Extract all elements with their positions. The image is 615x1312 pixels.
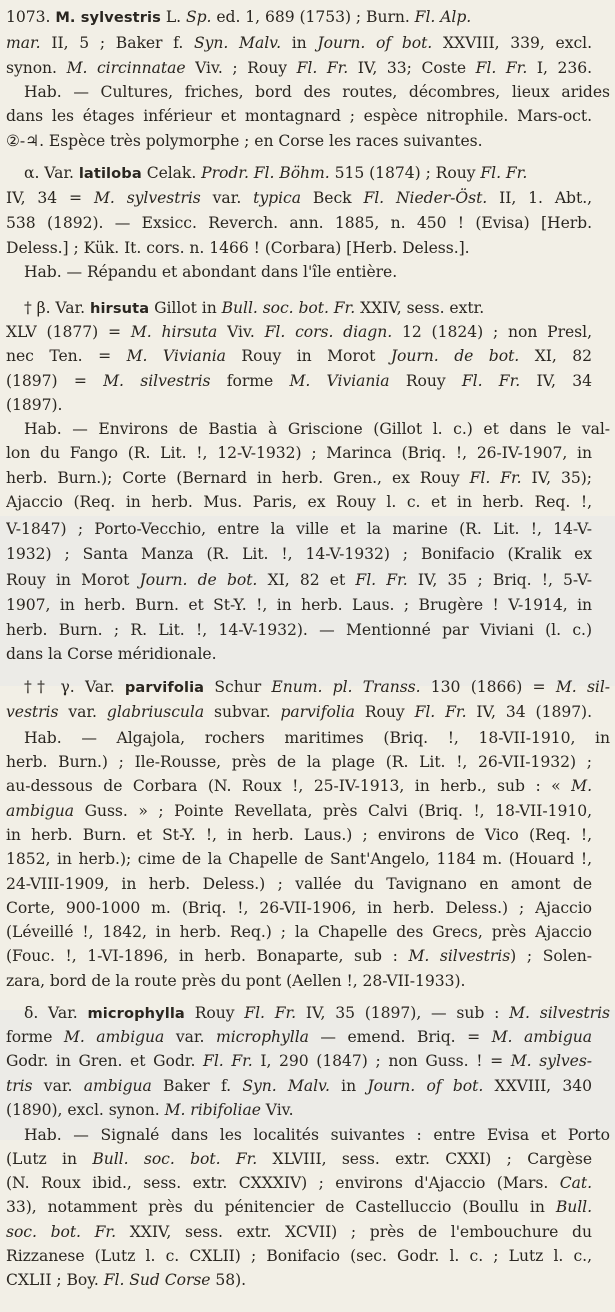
italic-text: ambigua bbox=[6, 802, 75, 820]
text-run: (1890), excl. synon. bbox=[6, 1101, 165, 1119]
text-run: 130 (1866) = bbox=[420, 678, 556, 696]
taxon-name: microphylla bbox=[87, 1005, 185, 1022]
text-line bbox=[6, 643, 592, 665]
text-run: Baker f. bbox=[151, 1077, 243, 1095]
text-line bbox=[6, 824, 592, 846]
text-run: 1073. bbox=[6, 8, 56, 26]
text-line bbox=[6, 1124, 610, 1146]
italic-text: tris bbox=[6, 1077, 33, 1095]
text-run: forme bbox=[210, 372, 290, 390]
taxon-name: M. sylvestris bbox=[55, 9, 161, 26]
italic-text: Fl. Fr. bbox=[203, 1052, 253, 1070]
text-run: Viv. bbox=[217, 323, 265, 341]
text-run: XLV (1877) = bbox=[6, 323, 131, 341]
italic-text: soc. bot. Fr. bbox=[6, 1223, 117, 1241]
text-run: 515 (1874) ; Rouy bbox=[329, 164, 481, 182]
text-run: Guss. » ; Pointe Revellata, près Calvi (Briq. !, 18-VII-1910, bbox=[74, 802, 592, 820]
text-run: Rouy bbox=[184, 1004, 245, 1022]
text-line bbox=[6, 751, 592, 773]
text-run: XXIV, sess. extr. XCVII) ; près de l'embouchure du bbox=[116, 1223, 592, 1241]
text-line bbox=[6, 321, 592, 343]
taxon-name: hirsuta bbox=[89, 300, 150, 317]
text-run: CXLII ; Boy. bbox=[6, 1271, 104, 1289]
text-run: Deless.] ; Kük. It. cors. n. 1466 ! (Corbara) [Herb. Deless.]. bbox=[6, 239, 470, 257]
text-run: in herb. Burn. et St-Y. !, in herb. Laus.) ; environs de Vico (Req. !, bbox=[6, 826, 592, 844]
text-run: forme bbox=[6, 1028, 64, 1046]
text-run: var. bbox=[164, 1028, 216, 1046]
text-run: †† γ. Var. bbox=[24, 678, 125, 696]
text-run: IV, 34 bbox=[520, 372, 592, 390]
text-run: ②-♃. Espèce très polymorphe ; en Corse les races suivantes. bbox=[6, 132, 483, 150]
text-run: (N. Roux ibid., sess. extr. CXXXIV) ; environs d'Ajaccio (Mars. bbox=[6, 1174, 560, 1192]
text-run: XI, 82 bbox=[519, 347, 592, 365]
text-run: Hab. — Algajola, rochers maritimes (Briq. !, 18-VII-1910, in bbox=[24, 729, 610, 747]
text-line bbox=[6, 676, 610, 698]
text-run: Beck bbox=[300, 189, 364, 207]
text-run: XXVIII, 339, excl. bbox=[432, 34, 592, 52]
text-run: (1897) = bbox=[6, 372, 104, 390]
text-run: Hab. — Répandu et abondant dans l'île entière. bbox=[24, 263, 398, 281]
text-line bbox=[6, 394, 592, 416]
text-run: Rizzanese (Lutz l. c. CXLII) ; Bonifacio (sec. Godr. l. c. ; Lutz l. c., bbox=[6, 1247, 592, 1265]
text-run: Viv. ; Rouy bbox=[185, 59, 297, 77]
italic-text: M. ambigua bbox=[491, 1028, 592, 1046]
italic-text: Journ. de bot. bbox=[390, 347, 520, 365]
text-line bbox=[6, 1002, 610, 1024]
text-run: var. bbox=[200, 189, 254, 207]
text-run: δ. Var. bbox=[24, 1004, 88, 1022]
italic-text: M. sylvestris bbox=[93, 189, 201, 207]
italic-text: Fl. cors. diagn. bbox=[264, 323, 393, 341]
text-line bbox=[6, 130, 592, 152]
text-line bbox=[6, 848, 592, 870]
text-line bbox=[6, 970, 592, 992]
text-line bbox=[6, 1221, 592, 1243]
italic-text: M. ambigua bbox=[63, 1028, 165, 1046]
italic-text: Syn. Malv. bbox=[194, 34, 281, 52]
text-line bbox=[6, 6, 592, 28]
text-line bbox=[6, 162, 610, 184]
text-run: 1907, in herb. Burn. et St-Y. !, in herb. Laus. ; Brugère ! V-1914, in bbox=[6, 596, 592, 614]
text-run: dans les étages inférieur et montagnard ; espèce nitrophile. Mars-oct. bbox=[6, 107, 592, 125]
text-line bbox=[6, 345, 592, 367]
italic-text: Fl. Nieder-Öst. bbox=[363, 189, 488, 207]
text-run: ed. 1, 689 (1753) ; Burn. bbox=[211, 8, 415, 26]
text-line bbox=[6, 1099, 592, 1121]
italic-text: Journ. of bot. bbox=[317, 34, 433, 52]
italic-text: M. circinnatae bbox=[66, 59, 186, 77]
text-run: Corte, 900-1000 m. (Briq. !, 26-VII-1906, in herb. Deless.) ; Ajaccio bbox=[6, 899, 592, 917]
italic-text: M. ribifoliae bbox=[164, 1101, 261, 1119]
italic-text: M. hirsuta bbox=[130, 323, 218, 341]
italic-text: M. silvestris bbox=[408, 947, 511, 965]
text-run: Hab. — Signalé dans les localités suivantes : entre Evisa et Porto bbox=[24, 1126, 610, 1144]
text-run: V-1847) ; Porto-Vecchio, entre la ville et la marine (R. Lit. !, 14-V- bbox=[6, 520, 592, 538]
italic-text: parvifolia bbox=[280, 703, 355, 721]
text-run: subvar. bbox=[204, 703, 281, 721]
text-run: IV, 35); bbox=[521, 469, 592, 487]
text-run: herb. Burn.); Corte (Bernard in herb. Gren., ex Rouy bbox=[6, 469, 470, 487]
text-line bbox=[6, 1245, 592, 1267]
text-line bbox=[6, 237, 592, 259]
italic-text: Cat. bbox=[559, 1174, 592, 1192]
text-line bbox=[6, 370, 592, 392]
text-run: synon. bbox=[6, 59, 67, 77]
text-line bbox=[6, 1075, 592, 1097]
text-run: Godr. in Gren. et Godr. bbox=[6, 1052, 204, 1070]
italic-text: Bull. soc. bot. Fr. bbox=[92, 1150, 258, 1168]
italic-text: Prodr. Fl. Böhm. bbox=[201, 164, 330, 182]
text-run: zara, bord de la route près du pont (Aellen !, 28-VII-1933). bbox=[6, 972, 466, 990]
text-run: † β. Var. bbox=[24, 299, 90, 317]
italic-text: M. silvestris bbox=[509, 1004, 610, 1022]
text-line bbox=[6, 261, 610, 283]
italic-text: Syn. Malv. bbox=[242, 1077, 330, 1095]
text-run: XI, 82 et bbox=[257, 571, 356, 589]
text-run: Schur bbox=[204, 678, 272, 696]
text-run: in bbox=[280, 34, 318, 52]
text-run: var. bbox=[32, 1077, 84, 1095]
text-line bbox=[6, 187, 592, 209]
italic-text: M. sil- bbox=[555, 678, 610, 696]
italic-text: M. bbox=[571, 777, 592, 795]
text-line bbox=[6, 921, 592, 943]
text-line bbox=[6, 727, 610, 749]
text-run: (Lutz in bbox=[6, 1150, 93, 1168]
text-line bbox=[6, 1172, 592, 1194]
text-run: in bbox=[329, 1077, 368, 1095]
text-run: Rouy in Morot bbox=[6, 571, 140, 589]
text-line bbox=[6, 81, 610, 103]
text-run: II, 1. Abt., bbox=[487, 189, 592, 207]
text-line bbox=[6, 569, 592, 591]
text-run: Ajaccio (Req. in herb. Mus. Paris, ex Rouy l. c. et in herb. Req. !, bbox=[6, 493, 592, 511]
text-line bbox=[6, 1050, 592, 1072]
italic-text: Fl. Fr. bbox=[469, 469, 522, 487]
text-run: IV, 33; Coste bbox=[348, 59, 476, 77]
italic-text: typica bbox=[253, 189, 301, 207]
text-run: lon du Fango (R. Lit. !, 12-V-1932) ; Marinca (Briq. !, 26-IV-1907, in bbox=[6, 444, 592, 462]
text-line bbox=[6, 873, 592, 895]
text-line bbox=[6, 105, 592, 127]
text-line bbox=[6, 418, 610, 440]
text-run: IV, 34 (1897). bbox=[466, 703, 592, 721]
text-run: IV, 35 ; Briq. !, 5-V- bbox=[407, 571, 592, 589]
italic-text: Journ. of bot. bbox=[367, 1077, 484, 1095]
italic-text: Bull. bbox=[555, 1198, 592, 1216]
text-line bbox=[6, 945, 592, 967]
text-line bbox=[6, 57, 592, 79]
text-line bbox=[6, 467, 592, 489]
text-run: ) ; Solen- bbox=[510, 947, 592, 965]
italic-text: M. silvestris bbox=[103, 372, 211, 390]
text-line bbox=[6, 543, 592, 565]
text-run: (Fouc. !, 1-VI-1896, in herb. Bonaparte, sub : bbox=[6, 947, 409, 965]
text-run: Hab. — Cultures, friches, bord des routes, décombres, lieux arides bbox=[24, 83, 610, 101]
italic-text: Fl. Fr. bbox=[475, 59, 528, 77]
text-run: Rouy bbox=[389, 372, 462, 390]
text-run: nec Ten. = bbox=[6, 347, 127, 365]
italic-text: glabriuscula bbox=[106, 703, 205, 721]
italic-text: Fl. Fr. bbox=[461, 372, 521, 390]
italic-text: Enum. pl. Transs. bbox=[271, 678, 421, 696]
text-run: (Léveillé !, 1842, in herb. Req.) ; la Chapelle des Grecs, près Ajaccio bbox=[6, 923, 592, 941]
italic-text: Fl. Fr. bbox=[480, 164, 528, 182]
italic-text: M. sylves- bbox=[510, 1052, 592, 1070]
text-run: 12 (1824) ; non Presl, bbox=[392, 323, 592, 341]
text-run: 1932) ; Santa Manza (R. Lit. !, 14-V-1932) ; Bonifacio (Kralik ex bbox=[6, 545, 592, 563]
text-run: 1852, in herb.); cime de la Chapelle de Sant'Angelo, 1184 m. (Houard !, bbox=[6, 850, 592, 868]
italic-text: Fl. Alp. bbox=[414, 8, 472, 26]
italic-text: Sp. bbox=[185, 8, 212, 26]
text-line bbox=[6, 1026, 592, 1048]
text-run: (1897). bbox=[6, 396, 63, 414]
italic-text: Fl. Sud Corse bbox=[103, 1271, 211, 1289]
text-line bbox=[6, 1269, 592, 1291]
italic-text: M. Viviania bbox=[289, 372, 390, 390]
text-line bbox=[6, 297, 610, 319]
text-line bbox=[6, 32, 592, 54]
text-line bbox=[6, 1196, 592, 1218]
text-run: var. bbox=[58, 703, 107, 721]
italic-text: M. Viviania bbox=[126, 347, 226, 365]
text-run: XXIV, sess. extr. bbox=[355, 299, 485, 317]
text-run: Rouy in Morot bbox=[225, 347, 391, 365]
italic-text: Bull. soc. bot. Fr. bbox=[221, 299, 356, 317]
text-run: Celak. bbox=[141, 164, 202, 182]
text-line bbox=[6, 619, 592, 641]
italic-text: ambigua bbox=[83, 1077, 152, 1095]
text-run: herb. Burn. ; R. Lit. !, 14-V-1932). — Mentionné par Viviani (l. c.) bbox=[6, 621, 592, 639]
text-run: au-dessous de Corbara (N. Roux !, 25-IV-1913, in herb., sub : « bbox=[6, 777, 572, 795]
italic-text: Journ. de bot. bbox=[139, 571, 258, 589]
text-line bbox=[6, 518, 592, 540]
text-line bbox=[6, 800, 592, 822]
italic-text: Fl. Fr. bbox=[296, 59, 349, 77]
text-run: XLVIII, sess. extr. CXXI) ; Cargèse bbox=[257, 1150, 592, 1168]
text-run: Viv. bbox=[260, 1101, 294, 1119]
italic-text: vestris bbox=[6, 703, 59, 721]
italic-text: Fl. Fr. bbox=[355, 571, 408, 589]
text-line bbox=[6, 491, 592, 513]
text-run: dans la Corse méridionale. bbox=[6, 645, 217, 663]
text-line bbox=[6, 1148, 592, 1170]
taxon-name: parvifolia bbox=[124, 679, 205, 696]
taxon-name: latiloba bbox=[78, 165, 142, 182]
text-run: IV, 34 = bbox=[6, 189, 94, 207]
text-run: II, 5 ; Baker f. bbox=[40, 34, 195, 52]
text-run: herb. Burn.) ; Ile-Rousse, près de la plage (R. Lit. !, 26-VII-1932) ; bbox=[6, 753, 592, 771]
text-run: 24-VIII-1909, in herb. Deless.) ; vallée du Tavignano en amont de bbox=[6, 875, 592, 893]
text-line bbox=[6, 442, 592, 464]
italic-text: mar. bbox=[6, 34, 41, 52]
text-run: — emend. Briq. = bbox=[308, 1028, 492, 1046]
italic-text: microphylla bbox=[215, 1028, 309, 1046]
text-line bbox=[6, 701, 592, 723]
text-line bbox=[6, 594, 592, 616]
italic-text: Fl. Fr. bbox=[414, 703, 467, 721]
text-line bbox=[6, 775, 592, 797]
text-run: I, 290 (1847) ; non Guss. ! = bbox=[252, 1052, 511, 1070]
text-run: L. bbox=[160, 8, 186, 26]
text-run: 58). bbox=[210, 1271, 247, 1289]
text-run: XXVIII, 340 bbox=[483, 1077, 592, 1095]
text-run: α. Var. bbox=[24, 164, 79, 182]
text-run: Hab. — Environs de Bastia à Griscione (Gillot l. c.) et dans le val- bbox=[24, 420, 610, 438]
text-run: 33), notamment près du pénitencier de Castelluccio (Boullu in bbox=[6, 1198, 556, 1216]
text-line bbox=[6, 897, 592, 919]
text-run: Gillot in bbox=[149, 299, 222, 317]
text-run: I, 236. bbox=[527, 59, 592, 77]
text-run: 538 (1892). — Exsicc. Reverch. ann. 1885, n. 450 ! (Evisa) [Herb. bbox=[6, 214, 592, 232]
text-run: Rouy bbox=[354, 703, 415, 721]
italic-text: Fl. Fr. bbox=[244, 1004, 297, 1022]
text-line bbox=[6, 212, 592, 234]
text-run: IV, 35 (1897), — sub : bbox=[296, 1004, 510, 1022]
